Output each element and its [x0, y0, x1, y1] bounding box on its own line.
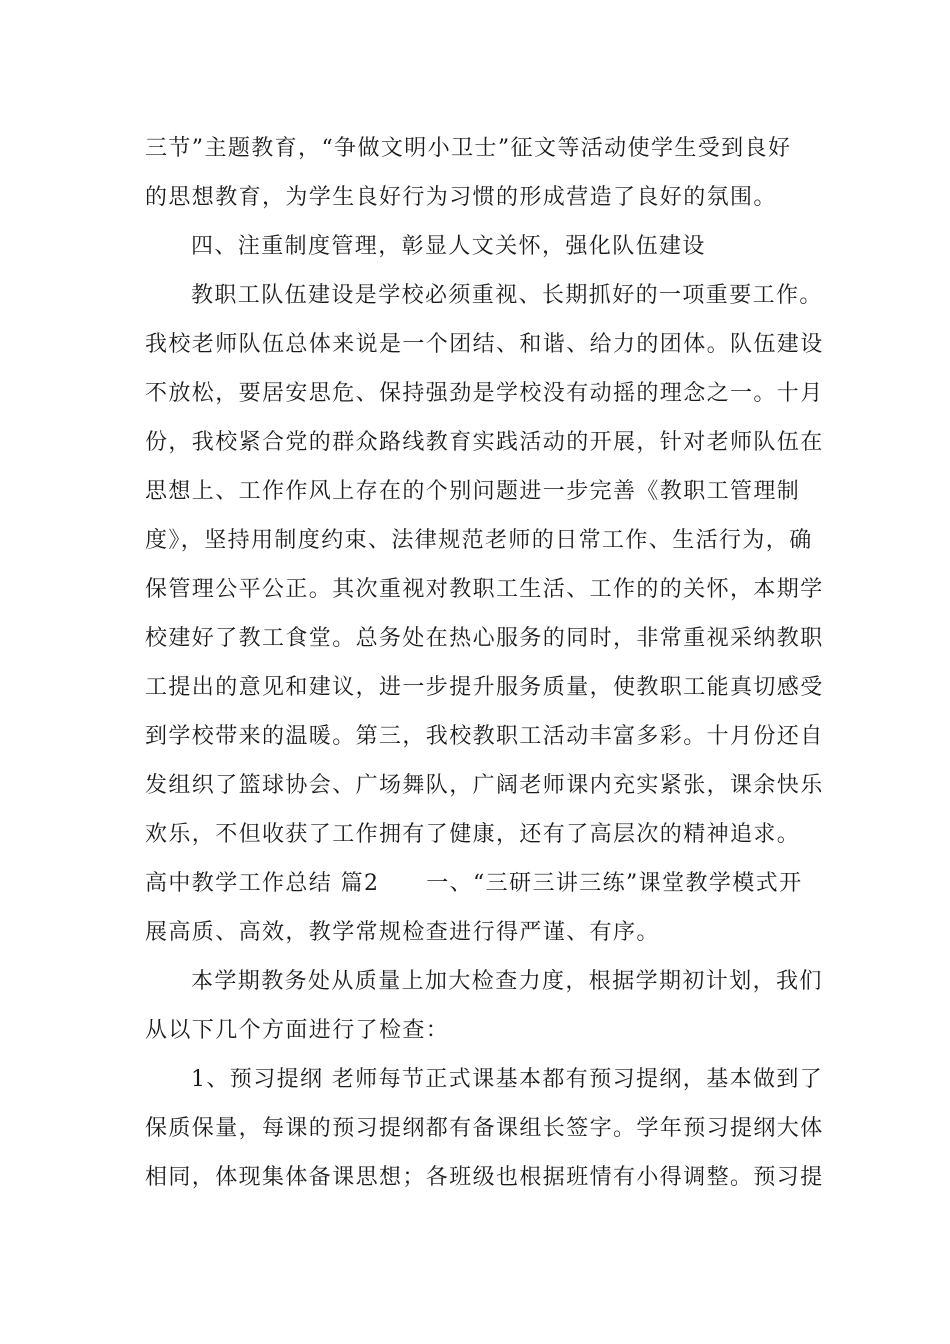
text-line: 校建好了教工食堂。总务处在热心服务的同时，非常重视采纳教职	[145, 626, 824, 651]
text-line: 展高质、高效，教学常规检查进行得严谨、有序。	[145, 920, 660, 945]
body-text	[145, 124, 824, 1202]
text-line: 1、预习提纲 老师每节正式课基本都有预习提纲，基本做到了	[191, 1067, 824, 1092]
article-title-line: 高中教学工作总结 篇2 一、“三研三讲三练”课堂教学模式开	[145, 871, 803, 896]
text-line: 发组织了篮球协会、广场舞队，广阔老师课内充实紧张，课余快乐	[145, 773, 824, 798]
text-line: 欢乐，不但收获了工作拥有了健康，还有了高层次的精神追求。	[145, 822, 801, 847]
section-heading: 四、注重制度管理，彰显人文关怀，强化队伍建设	[191, 234, 706, 259]
text-line: 到学校带来的温暖。第三，我校教职工活动丰富多彩。十月份还自	[145, 724, 824, 749]
text-line: 思想上、工作作风上存在的个别问题进一步完善《教职工管理制	[145, 479, 801, 504]
text-line: 我校老师队伍总体来说是一个团结、和谐、给力的团体。队伍建设	[145, 332, 824, 357]
text-line: 保质保量，每课的预习提纲都有备课组长签字。学年预习提纲大体	[145, 1116, 824, 1141]
text-line: 工提出的意见和建议，进一步提升服务质量，使教职工能真切感受	[145, 675, 824, 700]
text-line: 度》，坚持用制度约束、法律规范老师的日常工作、生活行为，确	[145, 528, 813, 553]
text-line: 从以下几个方面进行了检查：	[145, 1018, 450, 1043]
text-line: 的思想教育，为学生良好行为习惯的形成营造了良好的氛围。	[145, 185, 777, 210]
text-line: 相同，体现集体备课思想；各班级也根据班情有小得调整。预习提	[145, 1165, 824, 1190]
text-line: 本学期教务处从质量上加大检查力度，根据学期初计划，我们	[191, 969, 823, 994]
text-line: 教职工队伍建设是学校必须重视、长期抓好的一项重要工作。	[191, 283, 823, 308]
text-line: 保管理公平公正。其次重视对教职工生活、工作的的关怀，本期学	[145, 577, 824, 602]
text-line: 三节”主题教育，“争做文明小卫士”征文等活动使学生受到良好	[145, 136, 792, 161]
text-line: 份，我校紧合党的群众路线教育实践活动的开展，针对老师队伍在	[145, 430, 824, 455]
text-line: 不放松，要居安思危、保持强劲是学校没有动摇的理念之一。十月	[145, 381, 824, 406]
